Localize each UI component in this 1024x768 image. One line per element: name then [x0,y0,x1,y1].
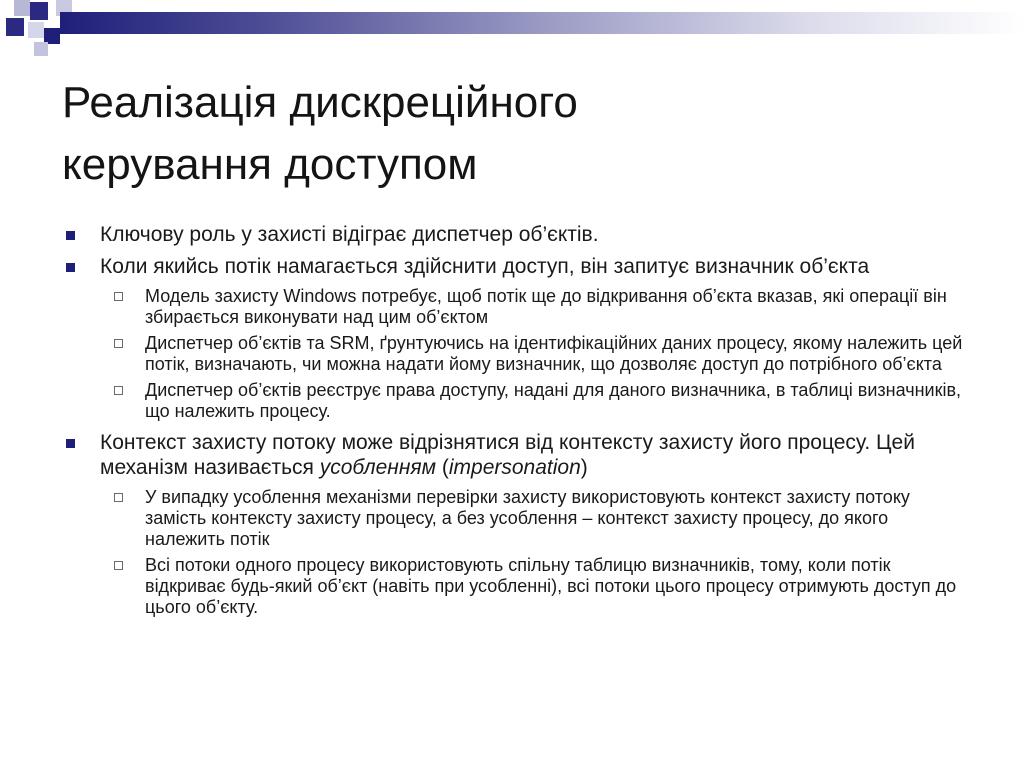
bullet-item [62,254,967,279]
hollow-square-bullet-icon [114,386,123,395]
sub-bullet-item [62,380,967,422]
sub-bullet-text: Диспетчер об’єктів реєструє права доступу, надані для даного визначника, в таблиці визначників, що належить процесу. [145,380,962,421]
header-gradient-bar [60,12,1024,34]
hollow-square-bullet-icon [114,339,123,348]
bullet-item [62,222,967,247]
sub-bullet-item [62,555,967,618]
slide-title-line2: керування доступом [62,140,478,189]
bullet-text-part: Контекст захисту потоку може відрізнятися від контексту захисту його процесу. Цей механізм називається [100,431,915,479]
bullet-text-part: ( [436,456,449,479]
square-bullet-icon [66,263,75,272]
hollow-square-bullet-icon [114,493,123,502]
sub-bullet-item [62,487,967,550]
sub-bullet-item [62,286,967,328]
bullet-text-part: ) [580,456,588,479]
hollow-square-bullet-icon [114,292,123,301]
bullet-text-term-en: impersonation [448,456,581,479]
sub-bullet-text: Модель захисту Windows потребує, щоб потік ще до відкривання об’єкта вказав, які операції він збирається виконувати над цим об’єктом [145,286,947,327]
bullet-text: Ключову роль у захисті відіграє диспетчер об’єктів. [100,223,599,246]
sub-bullet-text: У випадку усоблення механізми перевірки захисту використовують контекст захисту потоку замість контексту захисту процесу, а без усоблення – контекст захисту процесу, до якого належить потік [145,487,910,549]
sub-bullet-text: Всі потоки одного процесу використовують спільну таблицю визначників, тому, коли потік відкриває будь-який об’єкт (навіть при усобленні), всі потоки цього процесу отримують доступ до цього об’єкту. [145,555,957,617]
bullet-text-term: усобленням [319,456,437,479]
sub-bullet-item [62,333,967,375]
square-bullet-icon [66,231,75,240]
slide-title [62,72,962,196]
slide-title-line1: Реалізація дискреційного [62,78,578,127]
square-bullet-icon [66,439,75,448]
bullet-item [62,430,967,480]
sub-bullet-text: Диспетчер об’єктів та SRM, ґрунтуючись на ідентифікаційних даних процесу, якому належить цей потік, визначають, чи можна надати йому визначник, що дозволяє доступ до потрібного об’єкта [145,333,963,374]
bullet-text: Коли якийсь потік намагається здійснити доступ, він запитує визначник об’єкта [100,255,870,278]
slide-content [62,222,967,623]
hollow-square-bullet-icon [114,561,123,570]
